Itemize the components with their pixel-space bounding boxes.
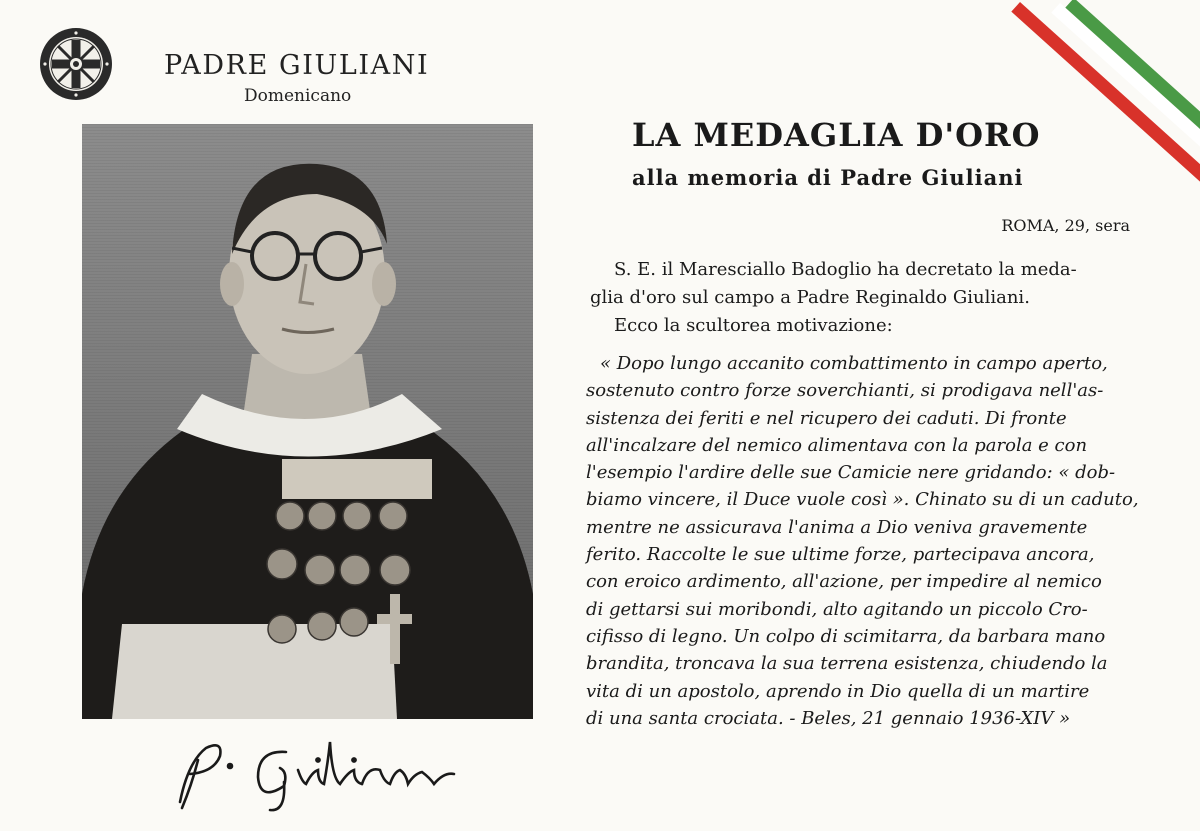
quote-line: vita di un apostolo, aprendo in Dio quella di un martire: [586, 680, 1090, 702]
quote-line: mentre ne assicurava l'anima a Dio veniva gravemente: [586, 516, 1088, 538]
dominican-seal-icon: [38, 26, 114, 102]
quote-line: brandita, troncava la sua terrena esistenza, chiudendo la: [586, 653, 1108, 675]
citation-quote: [586, 350, 1139, 732]
quote-line: ferito. Raccolte le sue ultime forze, partecipava ancora,: [586, 544, 1095, 566]
portrait-photo: [82, 124, 533, 719]
quote-line: cifisso di legno. Un colpo di scimitarra, da barbara mano: [586, 625, 1106, 647]
dateline: ROMA, 29, sera: [1001, 216, 1130, 235]
header-name: PADRE GIULIANI: [164, 50, 430, 81]
lead-line: glia d'oro sul campo a Padre Reginaldo Giuliani.: [590, 287, 1030, 308]
article-title: LA MEDAGLIA D'ORO: [632, 116, 1041, 154]
quote-line: di gettarsi sui moribondi, alto agitando un piccolo Cro-: [586, 598, 1088, 620]
lead-paragraph: [590, 256, 1130, 340]
quote-line: sostenuto contro forze soverchianti, si prodigava nell'as-: [586, 380, 1104, 402]
quote-line: con eroico ardimento, all'azione, per impedire al nemico: [586, 571, 1102, 593]
quote-line: biamo vincere, il Duce vuole così ». Chinato su di un caduto,: [586, 489, 1139, 511]
lead-line: S. E. il Maresciallo Badoglio ha decretato la meda-: [614, 259, 1077, 280]
article-subtitle: alla memoria di Padre Giuliani: [632, 165, 1024, 190]
handwritten-signature: [168, 722, 468, 814]
quote-line: l'esempio l'ardire delle sue Camicie nere gridando: « dob-: [586, 462, 1116, 484]
quote-line: di una santa crociata. - Beles, 21 gennaio 1936-XIV »: [586, 707, 1071, 729]
quote-line: « Dopo lungo accanito combattimento in campo aperto,: [600, 353, 1108, 374]
quote-line: sistenza dei feriti e nel ricupero dei caduti. Di fronte: [586, 407, 1067, 429]
quote-line: all'incalzare del nemico alimentava con la parola e con: [586, 434, 1088, 456]
header-order: Domenicano: [244, 86, 352, 106]
lead-line: Ecco la scultorea motivazione:: [614, 315, 893, 336]
